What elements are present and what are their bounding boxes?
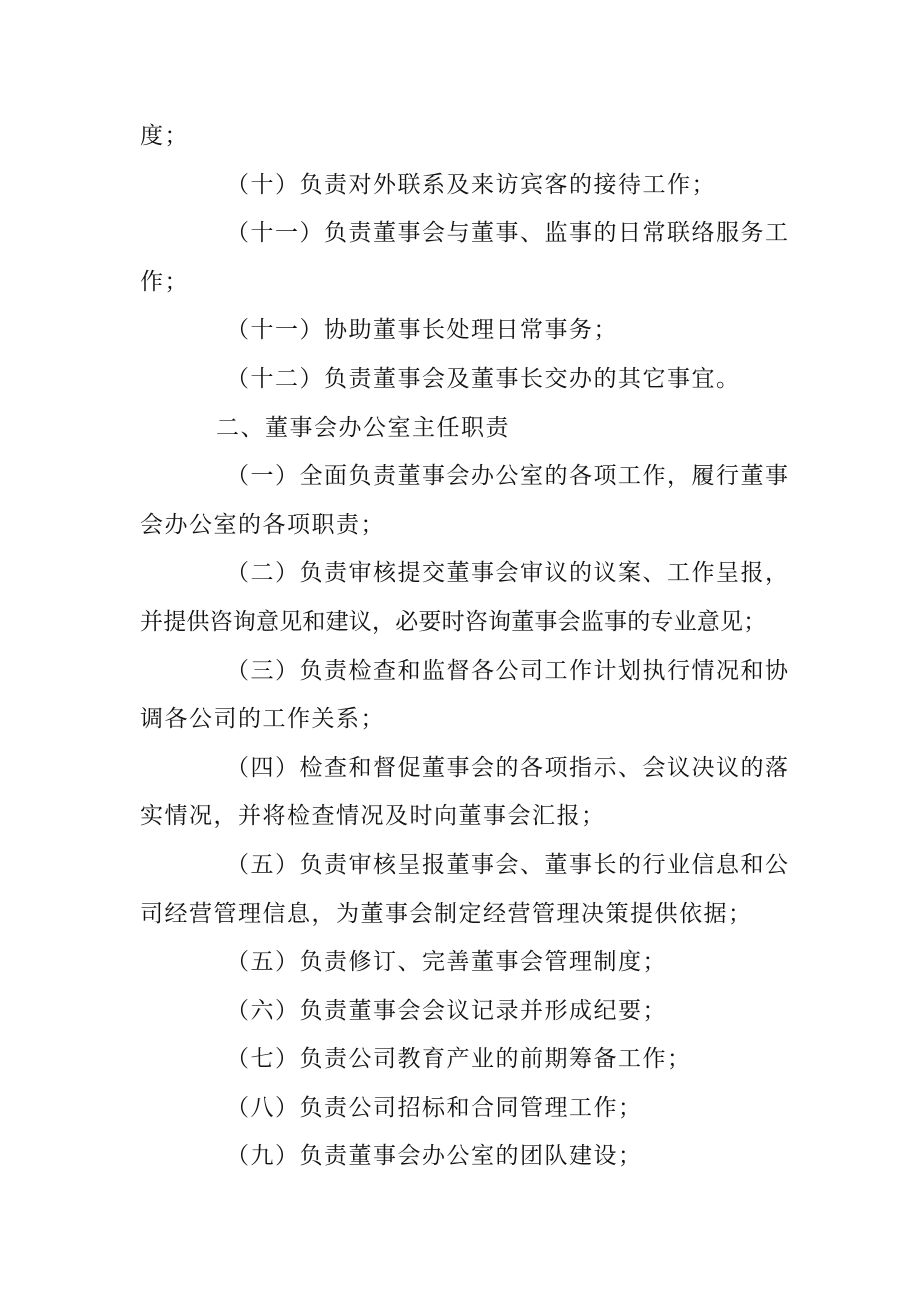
text-line: 调各公司的工作关系； <box>140 706 385 733</box>
list-item-5: （五）负责审核呈报董事会、董事长的行业信息和公 <box>226 851 790 878</box>
list-item-4: （四）检查和督促董事会的各项指示、会议决议的落 <box>226 754 790 781</box>
list-item-1: （一）全面负责董事会办公室的各项工作，履行董事 <box>226 463 790 490</box>
section-heading: 二、董事会办公室主任职责 <box>216 414 510 441</box>
text-line: 并提供咨询意见和建议，必要时咨询董事会监事的专业意见； <box>140 608 767 635</box>
list-item-12: （十二）负责董事会及董事长交办的其它事宜。 <box>226 365 741 392</box>
list-item-11: （十一）负责董事会与董事、监事的日常联络服务工 <box>226 220 790 247</box>
list-item-10: （十）负责对外联系及来访宾客的接待工作； <box>226 171 716 198</box>
text-line: 会办公室的各项职责； <box>140 511 385 538</box>
text-line: 实情况，并将检查情况及时向董事会汇报； <box>140 803 606 830</box>
list-item-7: （七）负责公司教育产业的前期筹备工作； <box>226 1046 692 1073</box>
text-line: 度； <box>140 123 189 149</box>
text-line: 司经营管理信息，为董事会制定经营管理决策提供依据； <box>140 900 753 927</box>
list-item-6: （六）负责董事会会议记录并形成纪要； <box>226 997 667 1024</box>
text-line: 作； <box>140 268 189 295</box>
document-body <box>140 112 790 1181</box>
list-item-11b: （十一）协助董事长处理日常事务； <box>226 317 618 344</box>
list-item-3: （三）负责检查和监督各公司工作计划执行情况和协 <box>226 657 790 684</box>
list-item-2: （二）负责审核提交董事会审议的议案、工作呈报， <box>226 560 790 587</box>
list-item-8: （八）负责公司招标和合同管理工作； <box>226 1094 643 1121</box>
list-item-9: （九）负责董事会办公室的团队建设； <box>226 1143 643 1170</box>
list-item-5b: （五）负责修订、完善董事会管理制度； <box>226 949 667 976</box>
